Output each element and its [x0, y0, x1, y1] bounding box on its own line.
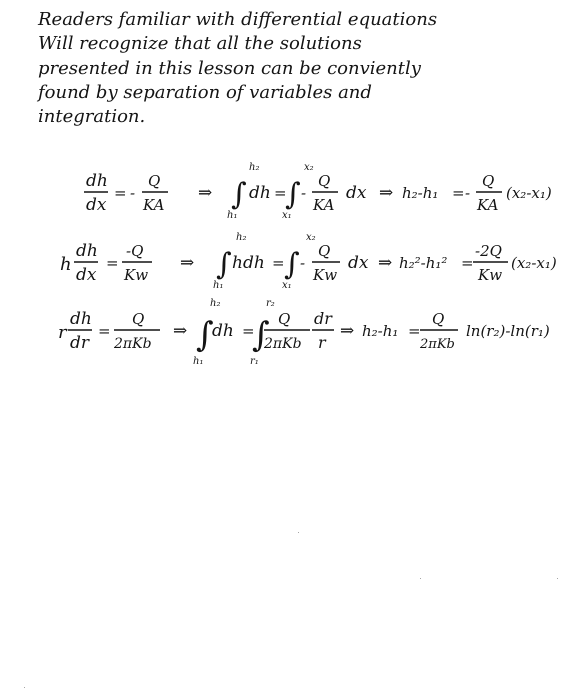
eq1-rhs-den: KA — [143, 196, 165, 214]
eq2-int-equals: = — [272, 254, 285, 272]
eq2-lhs-num: dh — [76, 241, 98, 261]
paragraph-line-4: found by separation of variables and — [38, 81, 372, 103]
eq1-int1-body: dh — [249, 183, 271, 203]
eq3-result-left: h₂-h₁ — [362, 322, 399, 340]
eq3-lhs-den: dr — [70, 333, 90, 353]
eq2-int2-num: Q — [318, 242, 331, 260]
equation-2 — [56, 228, 561, 303]
eq2-implies-arrow-2: ⇒ — [378, 253, 393, 273]
eq2-int1-body: hdh — [232, 253, 265, 273]
eq1-int1-upper: h₂ — [249, 162, 260, 173]
eq2-rhs-den: Kw — [124, 266, 149, 284]
scan-speck — [420, 578, 421, 579]
paragraph-line-5: integration. — [38, 106, 146, 128]
eq2-int2-body: dx — [348, 253, 369, 273]
eq1-int-equals: = — [274, 184, 287, 202]
eq1-lhs-num: dh — [86, 171, 108, 191]
eq1-int2-den: KA — [313, 196, 335, 214]
eq1-eq-sign: = — [114, 184, 127, 202]
eq3-int2-fnum: dr — [314, 309, 332, 328]
eq3-lhs-pre: r — [58, 322, 67, 343]
eq1-int2-num: Q — [318, 172, 331, 190]
eq1-int2-body: dx — [346, 183, 367, 203]
eq1-int1-lower: h₁ — [227, 210, 238, 221]
paragraph-line-3: presented in this lesson can be conviently — [38, 57, 421, 79]
eq3-integral-sign-2: ∫ — [252, 315, 270, 355]
eq2-int2-upper: x₂ — [306, 232, 316, 243]
scan-speck — [557, 578, 558, 579]
eq1-lhs-den: dx — [86, 195, 107, 215]
eq3-int2-den: 2πKb — [264, 336, 302, 352]
eq2-implies-arrow: ⇒ — [180, 253, 195, 273]
eq1-integral-sign-1: ∫ — [231, 177, 247, 212]
eq2-int2-lower: x₁ — [282, 280, 292, 291]
eq3-result-num: Q — [432, 310, 445, 328]
eq1-int2-lower: x₁ — [282, 210, 292, 221]
eq1-int2-upper: x₂ — [304, 162, 314, 173]
eq2-int1-lower: h₁ — [213, 280, 224, 291]
eq3-result-eq: = — [408, 322, 421, 340]
equation-1-svg — [56, 160, 561, 230]
eq1-result-den: KA — [477, 196, 499, 214]
eq1-result-num: Q — [482, 172, 495, 190]
eq3-int-equals: = — [242, 322, 255, 340]
equation-3 — [56, 296, 561, 381]
eq1-implies-arrow: ⇒ — [198, 183, 213, 203]
eq1-implies-arrow-2: ⇒ — [379, 183, 394, 203]
equation-1 — [56, 160, 561, 235]
eq3-eq-sign: = — [98, 322, 111, 340]
equation-3-svg — [56, 296, 561, 376]
eq1-result-left: h₂-h₁ — [402, 184, 439, 202]
eq1-result-sign: - — [465, 184, 471, 202]
eq3-lhs-num: dh — [70, 309, 92, 329]
eq2-result-right: (x₂-x₁) — [511, 254, 557, 272]
eq1-rhs-sign: - — [130, 184, 136, 202]
eq2-result-left: h₂²-h₁² — [399, 254, 448, 272]
scan-speck — [298, 532, 299, 533]
eq3-int2-num: Q — [278, 310, 291, 328]
eq1-result-right: (x₂-x₁) — [506, 184, 552, 202]
paragraph-line-1: Readers familiar with differential equations — [38, 9, 438, 30]
eq2-integral-sign-2: ∫ — [284, 247, 300, 282]
eq2-int1-upper: h₂ — [236, 232, 247, 243]
eq1-rhs-num: Q — [148, 172, 161, 190]
eq3-int1-lower: h₁ — [193, 356, 204, 367]
eq3-implies-arrow: ⇒ — [173, 321, 188, 341]
equation-2-svg — [56, 228, 561, 298]
eq3-result-right: ln(r₂)-ln(r₁) — [466, 322, 550, 340]
eq3-rhs-den: 2πKb — [114, 336, 152, 352]
eq3-rhs-num: Q — [132, 310, 145, 328]
eq2-int2-sign: - — [300, 254, 306, 272]
eq3-int1-upper: h₂ — [210, 298, 221, 309]
eq3-int2-lower: r₁ — [250, 356, 259, 367]
scan-speck — [24, 687, 25, 688]
eq2-result-num: -2Q — [475, 242, 502, 260]
eq3-int1-body: dh — [212, 321, 234, 341]
eq3-int2-fden: r — [318, 333, 326, 352]
eq2-rhs-num: -Q — [126, 242, 144, 260]
eq2-lhs-den: dx — [76, 265, 97, 285]
eq3-integral-sign-1: ∫ — [196, 315, 214, 355]
eq2-result-eq: = — [461, 254, 474, 272]
intro-paragraph — [38, 8, 538, 129]
eq3-result-den: 2πKb — [420, 337, 455, 352]
paragraph-line-2: Will recognize that all the solutions — [38, 33, 362, 55]
eq2-integral-sign-1: ∫ — [216, 247, 232, 282]
eq1-integral-sign-2: ∫ — [285, 177, 301, 212]
eq1-int2-sign: - — [301, 184, 307, 202]
eq2-int2-den: Kw — [313, 266, 338, 284]
eq2-eq-sign: = — [106, 254, 119, 272]
eq2-result-den: Kw — [478, 266, 503, 284]
eq3-int2-upper: r₂ — [266, 298, 275, 309]
eq1-result-eq: = — [452, 184, 465, 202]
eq2-lhs-pre: h — [60, 254, 72, 275]
eq3-implies-arrow-2: ⇒ — [340, 321, 355, 341]
